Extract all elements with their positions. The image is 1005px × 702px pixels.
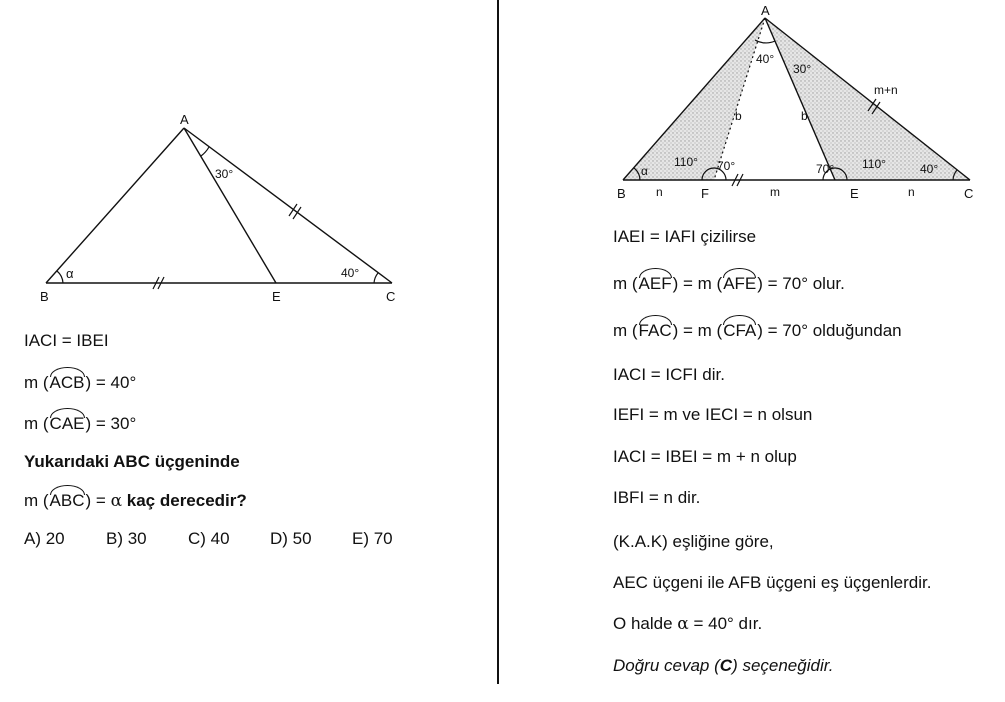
given-acb: m (ACB) = 40° bbox=[24, 373, 137, 392]
label-n-bf: n bbox=[656, 185, 663, 199]
left-triangle bbox=[40, 112, 395, 304]
choice-e[interactable]: E) 70 bbox=[352, 529, 393, 548]
label-110-e: 110° bbox=[862, 157, 886, 171]
angle-arc-b bbox=[57, 271, 63, 283]
solution-line-9: AEC üçgeni ile AFB üçgeni eş üçgenlerdir. bbox=[613, 573, 932, 592]
solution-line-8: (K.A.K) eşliğine göre, bbox=[613, 532, 774, 551]
right-triangle bbox=[617, 3, 973, 201]
label-e: E bbox=[272, 289, 281, 304]
label-110-f: 110° bbox=[674, 155, 698, 169]
solution-line-6: IACI = IBEI = m + n olup bbox=[613, 447, 797, 466]
choice-b[interactable]: B) 30 bbox=[106, 529, 147, 548]
label-a: A bbox=[180, 112, 189, 127]
label-c-r: C bbox=[964, 186, 974, 201]
solution-line-2: m (AEF) = m (AFE) = 70° olur. bbox=[613, 274, 845, 293]
label-30-a: 30° bbox=[793, 62, 812, 76]
solution-line-7: IBFI = n dir. bbox=[613, 488, 701, 507]
problem-statement: Yukarıdaki ABC üçgeninde bbox=[24, 452, 240, 471]
label-alpha-r: α bbox=[641, 164, 648, 178]
solution-answer: Doğru cevap (C) seçeneğidir. bbox=[613, 656, 834, 675]
label-b-ae: b bbox=[801, 109, 808, 123]
problem-question: m (ABC) = α kaç derecedir? bbox=[24, 491, 247, 511]
label-b-r: B bbox=[617, 186, 626, 201]
solution-line-10: O halde α = 40° dır. bbox=[613, 614, 763, 634]
side-ab bbox=[46, 128, 184, 283]
segment-ae bbox=[184, 128, 276, 283]
solution-line-3: m (FAC) = m (CFA) = 70° olduğundan bbox=[613, 321, 902, 340]
label-40-c: 40° bbox=[920, 162, 939, 176]
label-m-fe: m bbox=[770, 185, 780, 199]
label-alpha: α bbox=[66, 266, 74, 281]
solution-line-1: IAEI = IAFI çizilirse bbox=[613, 227, 757, 246]
label-30: 30° bbox=[215, 167, 234, 181]
angle-arc-c bbox=[374, 273, 378, 283]
answer-choices bbox=[24, 529, 434, 549]
label-e-r: E bbox=[850, 186, 859, 201]
label-a-r: A bbox=[761, 3, 770, 18]
label-70-e: 70° bbox=[816, 162, 835, 176]
label-f-r: F bbox=[701, 186, 709, 201]
angle-arc-a-r bbox=[755, 40, 775, 43]
solution-line-5: IEFI = m ve IECI = n olsun bbox=[613, 405, 813, 424]
label-b: B bbox=[40, 289, 49, 304]
label-mn: m+n bbox=[874, 83, 898, 97]
solution-line-4: IACI = ICFI dir. bbox=[613, 365, 725, 384]
label-40: 40° bbox=[341, 266, 360, 280]
choice-d[interactable]: D) 50 bbox=[270, 529, 312, 548]
column-divider bbox=[497, 0, 499, 684]
label-b-af: b bbox=[735, 109, 742, 123]
given-cae: m (CAE) = 30° bbox=[24, 414, 137, 433]
angle-arc-a bbox=[201, 147, 209, 156]
label-70-f: 70° bbox=[717, 159, 736, 173]
label-40-a: 40° bbox=[756, 52, 775, 66]
label-c: C bbox=[386, 289, 396, 304]
side-ac bbox=[184, 128, 392, 283]
label-n-ec: n bbox=[908, 185, 915, 199]
choice-c[interactable]: C) 40 bbox=[188, 529, 230, 548]
choice-a[interactable]: A) 20 bbox=[24, 529, 65, 548]
given-ac-be: IACI = IBEI bbox=[24, 331, 109, 350]
